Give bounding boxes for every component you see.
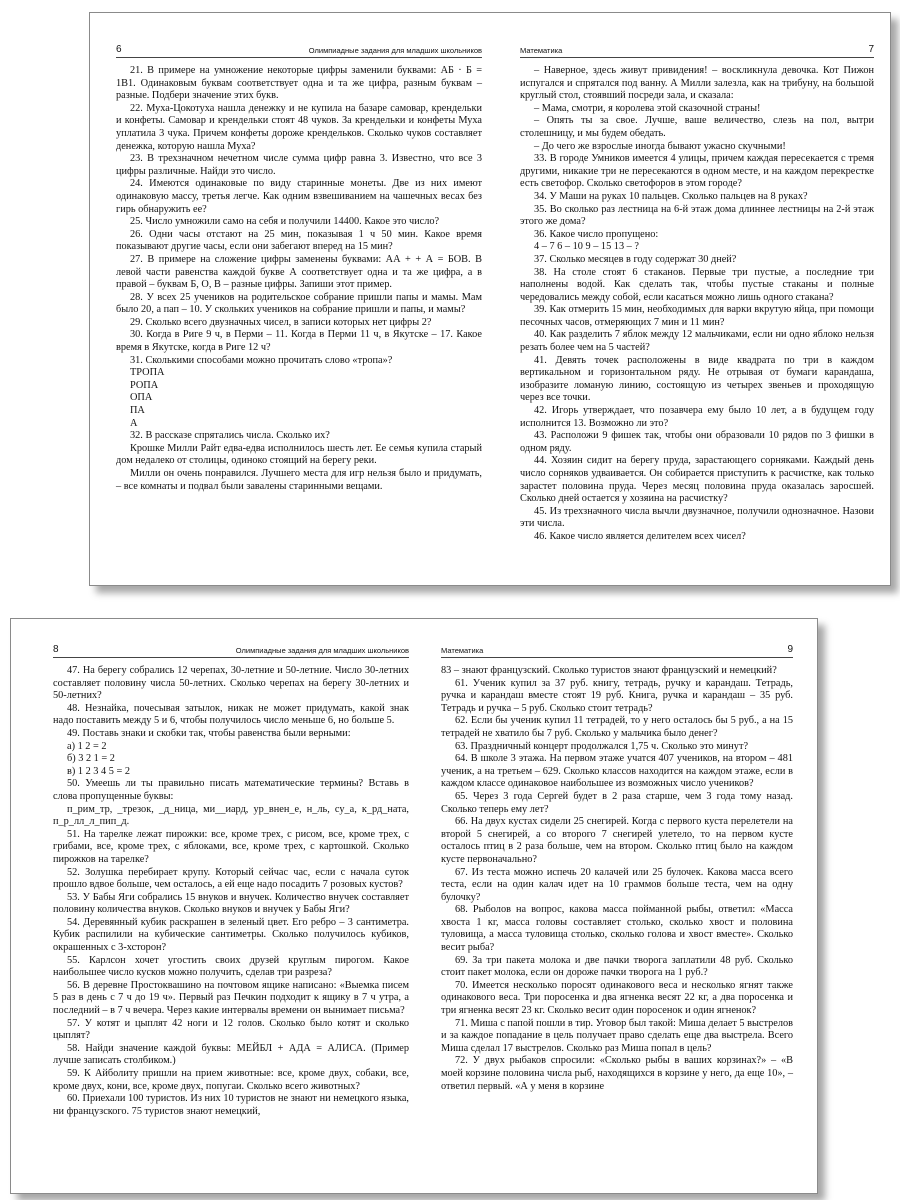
paragraph: 30. Когда в Риге 9 ч, в Перми – 11. Когда в Перми 11 ч, в Якутске – 17. Какое время в Якутске, когда в Риге 12 ч? <box>116 329 482 354</box>
paragraph: 62. Если бы ученик купил 11 тетрадей, то у него осталось бы 5 руб., а на 15 тетрадей не хватило бы 7 руб. Сколько у мальчика было денег? <box>441 715 793 739</box>
paragraph: 68. Рыболов на вопрос, какова масса пойманной рыбы, ответил: «Масса хвоста 1 кг, масса головы составляет столько, сколько хвост и половина туловища, а масса туловища столько, сколько голова и хвост вместе». Сколько весит рыба? <box>441 904 793 954</box>
paragraph: 53. У Бабы Яги собрались 15 внуков и внучек. Количество внучек составляет половину количества внуков. Сколько внуков и внучек у Бабы Яги? <box>53 891 409 916</box>
paragraph: 4 – 7 6 – 10 9 – 15 13 – ? <box>534 241 639 253</box>
paragraph: 47. На берегу собрались 12 черепах, 30-летние и 50-летние. Число 30-летних составляет половину числа 50-летних. Сколько черепах на берегу 30-летних и 50-летних? <box>53 665 409 702</box>
paragraph: 49. Поставь знаки и скобки так, чтобы равенства были верными: <box>67 727 351 739</box>
page-number: 7 <box>868 44 874 55</box>
paragraph: 67. Из теста можно испечь 20 калачей или 25 булочек. Какова масса всего теста, если на один калач идет на 10 граммов больше теста, чем на одну булочку? <box>441 866 793 903</box>
page-number: 6 <box>116 44 122 55</box>
paragraph: 52. Золушка перебирает крупу. Который сейчас час, если с начала суток прошло вдвое больше, чем осталось, а ей еще надо посадить 7 розовых кустов? <box>53 866 409 891</box>
paragraph: 48. Незнайка, почесывая затылок, никак не может придумать, какой знак надо поставить между 5 и 6, чтобы получилось число меньше 6, но больше 5. <box>53 702 409 727</box>
spread-pages-6-7 <box>89 12 891 586</box>
paragraph: 70. Имеется несколько поросят одинакового веса и несколько ягнят также одинакового веса. Три поросенка и два ягненка весят 22 кг, а два поросенка и три ягненка весят 23 кг. Сколько весит один поросенок и один ягненок? <box>441 979 793 1017</box>
paragraph: 36. Какое число пропущено: <box>534 228 659 240</box>
page-header <box>53 641 409 658</box>
paragraph: 38. На столе стоят 6 стаканов. Первые три пустые, а последние три наполнены водой. Как сделать так, чтобы пустые стаканы и полные чередовались между собой, если касаться можно лишь одного стакана? <box>520 266 874 303</box>
running-title: Математика <box>520 46 563 55</box>
paragraph: 33. В городе Умников имеется 4 улицы, причем каждая пересекается с тремя другими, никакие три не пересекаются в одном месте, и на каждом перекрестке есть светофор. Сколько светофоров в этом городе? <box>520 153 874 190</box>
paragraph: 55. Карлсон хочет угостить своих друзей круглым пирогом. Какое наибольшее число кусков можно получить, сделав три разреза? <box>53 954 409 979</box>
list-item: ОПА <box>130 392 153 404</box>
paragraph: 83 – знают французский. Сколько туристов знают французский и немецкий? <box>441 665 777 676</box>
paragraph: Крошке Милли Райт едва-едва исполнилось шесть лет. Ее семья купила старый дом недалеко от столицы, одиноко стоящий на берегу реки. <box>116 442 482 467</box>
paragraph: 61. Ученик купил за 37 руб. книгу, тетрадь, ручку и карандаш. Тетрадь, ручка и карандаш вместе стоят 19 руб. Книга, ручка и карандаш – 35 руб. Тетрадь и ручка – 5 руб. Сколько стоит тетрадь? <box>441 677 793 714</box>
paragraph: 56. В деревне Простоквашино на почтовом ящике написано: «Выемка писем 5 раз в день с 7 ч до 19 ч». Первый раз Печкин подходит к ящику в 7 ч утра, а последний – в 7 ч вечера. Через какие интервалы времени он вынимает письма? <box>53 979 409 1017</box>
paragraph: 60. Приехали 100 туристов. Из них 10 туристов не знают ни немецкого языка, ни французского. 75 туристов знают немецкий, <box>53 1093 409 1117</box>
paragraph: 29. Сколько всего двузначных чисел, в записи которых нет цифры 2? <box>130 316 432 328</box>
paragraph: 72. У двух рыбаков спросили: «Сколько рыбы в ваших корзинах?» – «В моей корзине половина числа рыб, находящихся в корзине у него, да еще 10», – ответил первый. «А у меня в корзине <box>441 1055 793 1092</box>
list-item: А <box>130 417 138 429</box>
paragraph: 31. Сколькими способами можно прочитать слово «тропа»? <box>130 354 393 366</box>
page-6 <box>116 13 482 585</box>
paragraph: 23. В трехзначном нечетном числе сумма цифр равна 3. Известно, что все 3 цифры различные. Найди это число. <box>116 153 482 177</box>
paragraph: 69. За три пакета молока и две пачки творога заплатили 48 руб. Сколько стоит пакет молока, если он дороже пачки творога на 1 руб.? <box>441 954 793 979</box>
list-item: в) 1 2 3 4 5 = 2 <box>67 765 131 777</box>
paragraph: 40. Как разделить 7 яблок между 12 мальчиками, если ни одно яблоко нельзя резать более чем на 5 частей? <box>520 329 874 354</box>
paragraph: 21. В примере на умножение некоторые цифры заменили буквами: АБ · Б = 1В1. Одинаковым буквам соответствует одна и та же цифра, разным буквам – разные. Подбери значение этих букв. <box>116 65 482 102</box>
list-item: б) 3 2 1 = 2 <box>67 753 115 765</box>
paragraph: 42. Игорь утверждает, что позавчера ему было 10 лет, а в будущем году исполнится 13. Возможно ли это? <box>520 405 874 429</box>
page-body <box>116 65 482 493</box>
running-title: Олимпиадные задания для младших школьников <box>308 46 482 55</box>
spread-pages-8-9 <box>10 618 818 1194</box>
paragraph: 26. Одни часы отстают на 25 мин, показывая 1 ч 50 мин. Какое время показывают другие часы, если они забегают вперед на 15 мин? <box>116 228 482 253</box>
paragraph: 51. На тарелке лежат пирожки: все, кроме трех, с рисом, все, кроме трех, с грибами, все, кроме трех, с яблоками, все, кроме трех, с картошкой. Сколько пирожков на тарелке? <box>53 828 409 865</box>
page-number: 9 <box>787 644 793 655</box>
paragraph: 63. Праздничный концерт продолжался 1,75 ч. Сколько это минут? <box>455 740 749 752</box>
paragraph: 28. У всех 25 учеников на родительское собрание пришли папы и мамы. Мам было 20, а пап – 10. У скольких учеников на собрание пришли и папы, и мамы? <box>116 291 482 316</box>
paragraph: 35. Во сколько раз лестница на 6-й этаж дома длиннее лестницы на 2-й этаж этого же дома? <box>520 203 874 228</box>
paragraph: 43. Расположи 9 фишек так, чтобы они образовали 10 рядов по 3 фишки в одном ряду. <box>520 430 874 454</box>
list-item: а) 1 2 = 2 <box>67 740 107 752</box>
page-7 <box>520 13 874 585</box>
paragraph: 45. Из трехзначного числа вычли двузначное, получили однозначное. Назови эти числа. <box>520 505 874 530</box>
list-item: РОПА <box>130 379 159 391</box>
page-8 <box>53 619 409 1193</box>
paragraph: 22. Муха-Цокотуха нашла денежку и не купила на базаре самовар, крендельки и конфеты. Самовар и крендельки стоят 48 чуков. За крендельки и конфеты Муха уплатила 3 чука. Причем конфеты дороже крендельков. Сколько чуков составляет денежка, которую нашла Муха? <box>116 102 482 152</box>
paragraph: Милли он очень понравился. Лучшего места для игр нельзя было и придумать, – все комнаты и подвал были завалены старинными вещами. <box>116 468 482 492</box>
paragraph: 50. Умеешь ли ты правильно писать математические термины? Вставь в слова пропущенные буквы: <box>53 778 409 802</box>
paragraph: 27. В примере на сложение цифры заменены буквами: АА + + А = БОВ. В левой части равенства каждой букве А соответствует одна и та же цифра, а в правой – буквам Б, О, В – разные цифры. Запиши этот пример. <box>116 253 482 291</box>
paragraph: 44. Хозяин сидит на берегу пруда, зарастающего сорняками. Каждый день число сорняков удваивается. Он собирается приступить к расчистке, как только зарастет половина пруда. Через месяц половина пруда оказалась заросшей. Сколько дней остается у хозяина на расчистку? <box>520 455 874 505</box>
paragraph: 64. В школе 3 этажа. На первом этаже учатся 407 учеников, на втором – 481 ученик, а на третьем – 629. Сколько классов находится на каждом этаже, если в каждом классе одинаковое наибольшее из возможных число учеников? <box>441 753 793 790</box>
running-title: Олимпиадные задания для младших школьников <box>235 646 409 655</box>
paragraph: 34. У Маши на руках 10 пальцев. Сколько пальцев на 8 руках? <box>534 190 808 202</box>
paragraph: 25. Число умножили само на себя и получили 14400. Какое это число? <box>130 216 440 228</box>
list-item: ТРОПА <box>130 367 165 379</box>
paragraph: – Опять ты за свое. Лучше, ваше величество, слезь на пол, вытри столешницу, и мы будем обедать. <box>520 115 874 139</box>
paragraph: 59. К Айболиту пришли на прием животные: все, кроме двух, собаки, все, кроме двух, кони, все, кроме двух, попугаи. Сколько всего животных? <box>53 1068 409 1092</box>
paragraph: – Мама, смотри, я королева этой сказочной страны! <box>534 102 761 114</box>
page-header <box>441 641 793 658</box>
paragraph: 41. Девять точек расположены в виде квадрата по три в каждом вертикальном и горизонтальном ряду. Не отрывая от бумаги карандаша, изобразите ломаную линию, состоящую из четырех звеньев и проходящую через все точки. <box>520 354 874 404</box>
paragraph: 71. Миша с папой пошли в тир. Уговор был такой: Миша делает 5 выстрелов и за каждое попадание в цель получает право сделать еще два выстрела. Всего Миша сделал 17 выстрелов. Сколько раз Миша попал в цель? <box>441 1017 793 1054</box>
page-header <box>520 41 874 58</box>
page-body <box>520 65 874 544</box>
paragraph: 66. На двух кустах сидели 25 снегирей. Когда с первого куста перелетели на второй 5 снегирей, а со второго 7 снегирей улетело, то на первом кусте осталось птиц в 2 раза больше, чем на втором. Сколько птиц было на каждом кусте первоначально? <box>441 816 793 865</box>
paragraph: 54. Деревянный кубик раскрашен в зеленый цвет. Его ребро – 3 сантиметра. Кубик распилили на кубические сантиметры. Сколько получилось кубиков, окрашенных с 3-хсторон? <box>53 916 409 954</box>
page-9 <box>441 619 793 1193</box>
running-title: Математика <box>441 646 484 655</box>
page-header <box>116 41 482 58</box>
paragraph: 37. Сколько месяцев в году содержат 30 дней? <box>534 253 737 265</box>
list-item: ПА <box>130 405 145 417</box>
paragraph: 58. Найди значение каждой буквы: МЕЙБЛ + АДА = АЛИСА. (Пример лучше записать столбиком.) <box>53 1042 409 1067</box>
paragraph: 46. Какое число является делителем всех чисел? <box>534 530 746 542</box>
paragraph: 32. В рассказе спрятались числа. Сколько их? <box>130 430 330 442</box>
page-body <box>441 665 793 1093</box>
paragraph: 39. Как отмерить 15 мин, необходимых для варки вкрутую яйца, при помощи песочных часов, отмеряющих 7 мин и 11 мин? <box>520 304 874 328</box>
paragraph: 65. Через 3 года Сергей будет в 2 раза старше, чем 3 года тому назад. Сколько теперь ему лет? <box>441 790 793 815</box>
page-number: 8 <box>53 644 59 655</box>
paragraph: – До чего же взрослые иногда бывают ужасно скучными! <box>534 140 786 152</box>
paragraph: 24. Имеются одинаковые по виду старинные монеты. Две из них имеют одинаковую массу, третья легче. Как одним взвешиванием на чашечных весах без гирь обнаружить ее? <box>116 178 482 215</box>
paragraph: п_рим_тр, _трезок, _д_ница, ми__иард, ур_внен_е, н_ль, су_а, к_рд_ната, п_р_лл_л_пип_д. <box>53 803 409 828</box>
page-body <box>53 665 409 1118</box>
paragraph: 57. У котят и цыплят 42 ноги и 12 голов. Сколько было котят и сколько цыплят? <box>53 1017 409 1042</box>
paragraph: – Наверное, здесь живут привидения! – воскликнула девочка. Кот Пижон испугался и спрятался под ванну. А Милли залезла, как на трибуну, на большой круглый стол, стоявший посреди зала, и сказала: <box>520 65 874 102</box>
